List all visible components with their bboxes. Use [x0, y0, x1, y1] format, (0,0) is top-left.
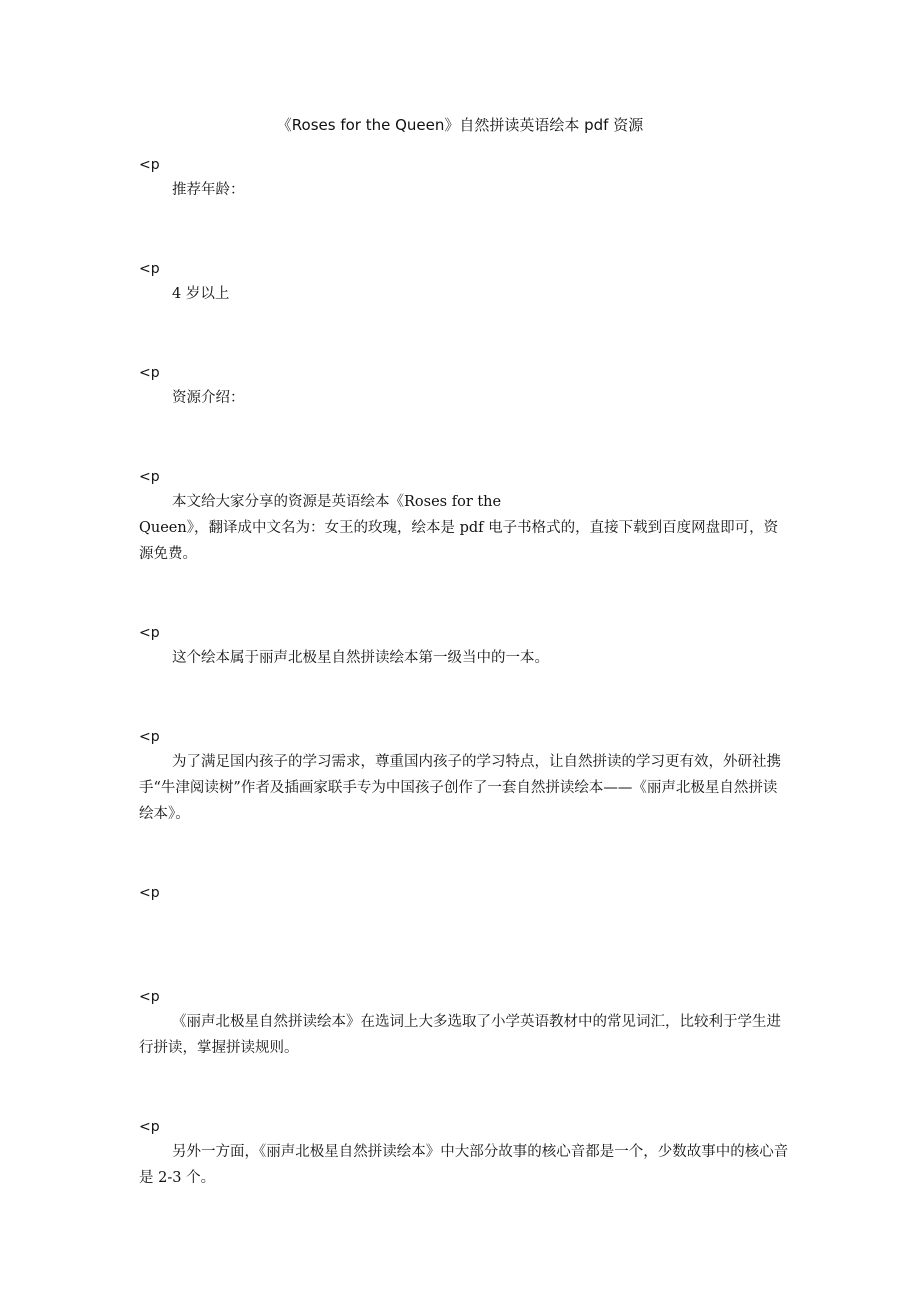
paragraph-resource-intro-label: 资源介绍： [172, 390, 245, 406]
paragraph-recommended-age-label: 推荐年龄： [172, 182, 245, 198]
paragraph-tag: <p [139, 261, 160, 277]
paragraph-tag: <p [139, 1119, 160, 1135]
paragraph-age-value: 4 岁以上 [172, 286, 230, 302]
paragraph-series-background: 为了满足国内孩子的学习需求，尊重国内孩子的学习特点，让自然拼读的学习更有效，外研社携手“牛津阅读树”作者及插画家联手专为中国孩子创作了一套自然拼读绘本——《丽声北极星自然拼读绘本》。 [139, 754, 781, 822]
paragraph-series-membership: 这个绘本属于丽声北极星自然拼读绘本第一级当中的一本。 [172, 650, 549, 666]
paragraph-tag: <p [139, 365, 160, 381]
paragraph-tag: <p [139, 625, 160, 641]
paragraph-resource-description: 本文给大家分享的资源是英语绘本《Roses for the Queen》，翻译成中文名为：女王的玫瑰，绘本是 pdf 电子书格式的，直接下载到百度网盘即可，资源免费。 [139, 494, 779, 562]
paragraph-core-sounds: 另外一方面，《丽声北极星自然拼读绘本》中大部分故事的核心音都是一个，少数故事中的核心音是 2-3 个。 [139, 1144, 789, 1186]
paragraph-tag: <p [139, 469, 160, 485]
document-title: 《Roses for the Queen》自然拼读英语绘本 pdf 资源 [276, 116, 644, 134]
paragraph-tag: <p [139, 989, 160, 1005]
paragraph-vocabulary-selection: 《丽声北极星自然拼读绘本》在选词上大多选取了小学英语教材中的常见词汇，比较利于学生进行拼读，掌握拼读规则。 [139, 1014, 781, 1056]
paragraph-tag: <p [139, 885, 160, 901]
paragraph-tag: <p [139, 729, 160, 745]
paragraph-tag: <p [139, 157, 160, 173]
